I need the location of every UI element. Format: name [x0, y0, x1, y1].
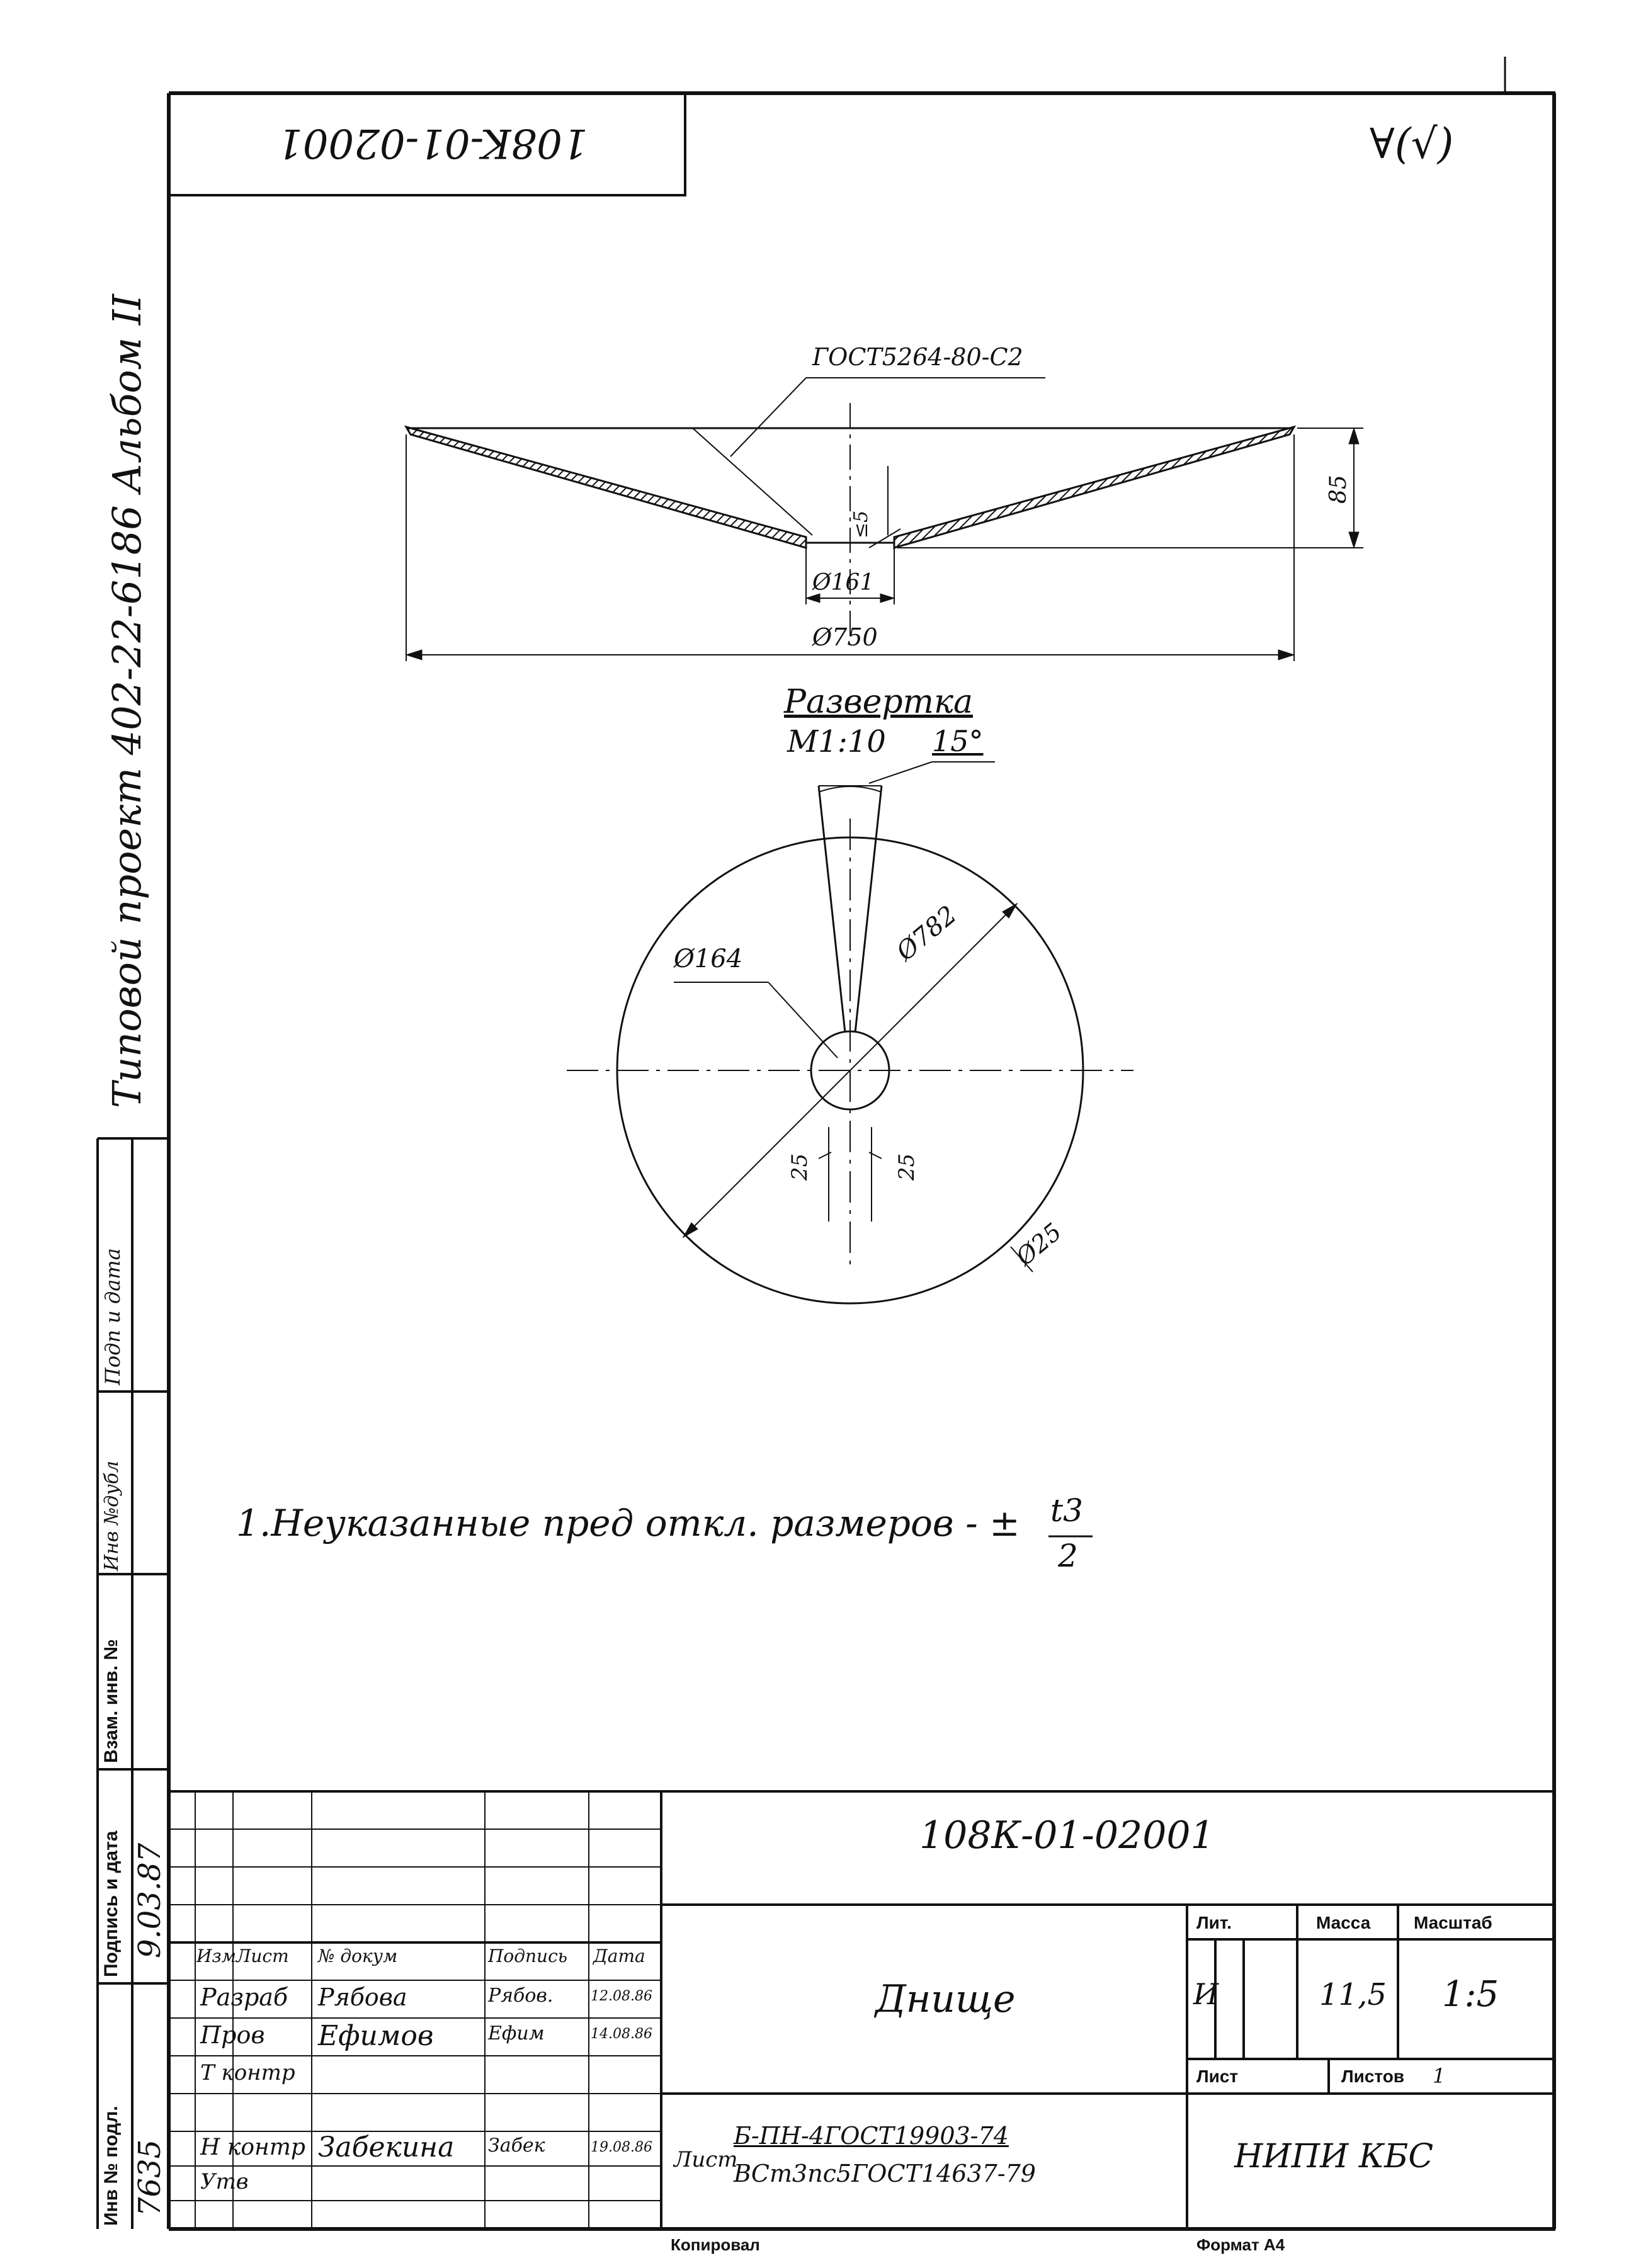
tolerance-note-denominator: 2: [1058, 1538, 1078, 1574]
role-tkontr: Т контр: [200, 2060, 295, 2085]
scale-value: 1:5: [1442, 1974, 1499, 2015]
mass-value: 11,5: [1319, 1977, 1387, 2012]
header-izm: Изм: [196, 1946, 236, 1966]
header-list: Лист: [236, 1946, 289, 1966]
name-razrab: Рябова: [318, 1983, 407, 2011]
offset-left-dimension: 25: [787, 1153, 812, 1181]
format-label: Формат А4: [1196, 2235, 1285, 2254]
sheets-label: Листов: [1341, 2067, 1405, 2086]
thickness-dimension: ≤5: [850, 510, 872, 538]
scale-label: Масштаб: [1414, 1913, 1492, 1932]
date-razrab: 12.08.86: [591, 1988, 652, 2004]
material-top: Б-ПН-4ГОСТ19903-74: [734, 2122, 1009, 2150]
role-razrab: Разраб: [200, 1983, 288, 2011]
development-scale: М1:10: [787, 724, 886, 759]
inner-diameter-dimension: Ø164: [674, 944, 743, 973]
date-nkontr: 19.08.86: [591, 2140, 652, 2155]
header-date: Дата: [593, 1946, 645, 1966]
lit-value: И: [1193, 1977, 1219, 2011]
sheet-frame: [169, 57, 1555, 2229]
sheet-label: Лист: [1196, 2067, 1239, 2086]
sign-nkontr: Забек: [488, 2135, 545, 2157]
name-prov: Ефимов: [318, 2020, 434, 2052]
role-prov: Пров: [200, 2021, 265, 2049]
side-inv-dubl-label: Инв №дубл: [101, 1460, 123, 1571]
part-name: Днище: [875, 1977, 1016, 2021]
height-dimension: 85: [1326, 475, 1351, 504]
sign-prov: Ефим: [488, 2022, 545, 2044]
name-nkontr: Забекина: [318, 2131, 455, 2163]
header-doc-no: № докум: [318, 1946, 398, 1966]
organization: НИПИ КБС: [1234, 2138, 1434, 2175]
side-project-title: Типовой проект 402-22-6186 Альбом II: [104, 294, 150, 1108]
big-diameter-dimension: Ø750: [812, 623, 878, 651]
designation: 108К-01-02001: [919, 1813, 1215, 1857]
side-sign-date-label: Подпись и дата: [101, 1830, 122, 1977]
header-sign: Подпись: [488, 1946, 568, 1966]
side-inv-no-label: Инв № подл.: [101, 2106, 122, 2226]
gost-weld-label: ГОСТ5264-80-С2: [812, 343, 1023, 371]
side-vzam-label: Взам. инв. №: [101, 1639, 122, 1763]
material-bottom: ВСт3пс5ГОСТ14637-79: [734, 2160, 1036, 2187]
surface-roughness-symbol: ∀(√): [1370, 120, 1454, 168]
wedge-angle: 15°: [932, 724, 984, 758]
role-utv: Утв: [200, 2169, 249, 2194]
edge-dimension: Ø25: [1011, 1217, 1067, 1271]
outer-diameter-dimension: Ø782: [891, 900, 963, 967]
role-nkontr: Н контр: [200, 2135, 305, 2160]
sheets-value: 1: [1433, 2064, 1446, 2088]
small-diameter-dimension: Ø161: [812, 570, 875, 596]
mirrored-doc-code: 108K-01-02001: [277, 120, 588, 166]
development-title: Развертка: [784, 683, 974, 721]
side-podp-data-label: Подп и дата: [101, 1248, 125, 1385]
side-sign-date-value: 9.03.87: [132, 1842, 168, 1958]
material-prefix: Лист: [674, 2147, 738, 2172]
cone-section-view: [406, 378, 1363, 661]
offset-right-dimension: 25: [894, 1153, 919, 1181]
lit-label: Лит.: [1196, 1913, 1232, 1932]
side-inv-no-value: 7635: [132, 2139, 168, 2216]
mass-label: Масса: [1316, 1913, 1371, 1932]
tolerance-note-numerator: t3: [1050, 1492, 1083, 1529]
sign-razrab: Рябов.: [488, 1985, 554, 2007]
copied-label: Копировал: [671, 2235, 760, 2254]
tolerance-note: 1.Неуказанные пред откл. размеров - ±: [236, 1502, 1020, 1545]
date-prov: 14.08.86: [591, 2026, 652, 2042]
